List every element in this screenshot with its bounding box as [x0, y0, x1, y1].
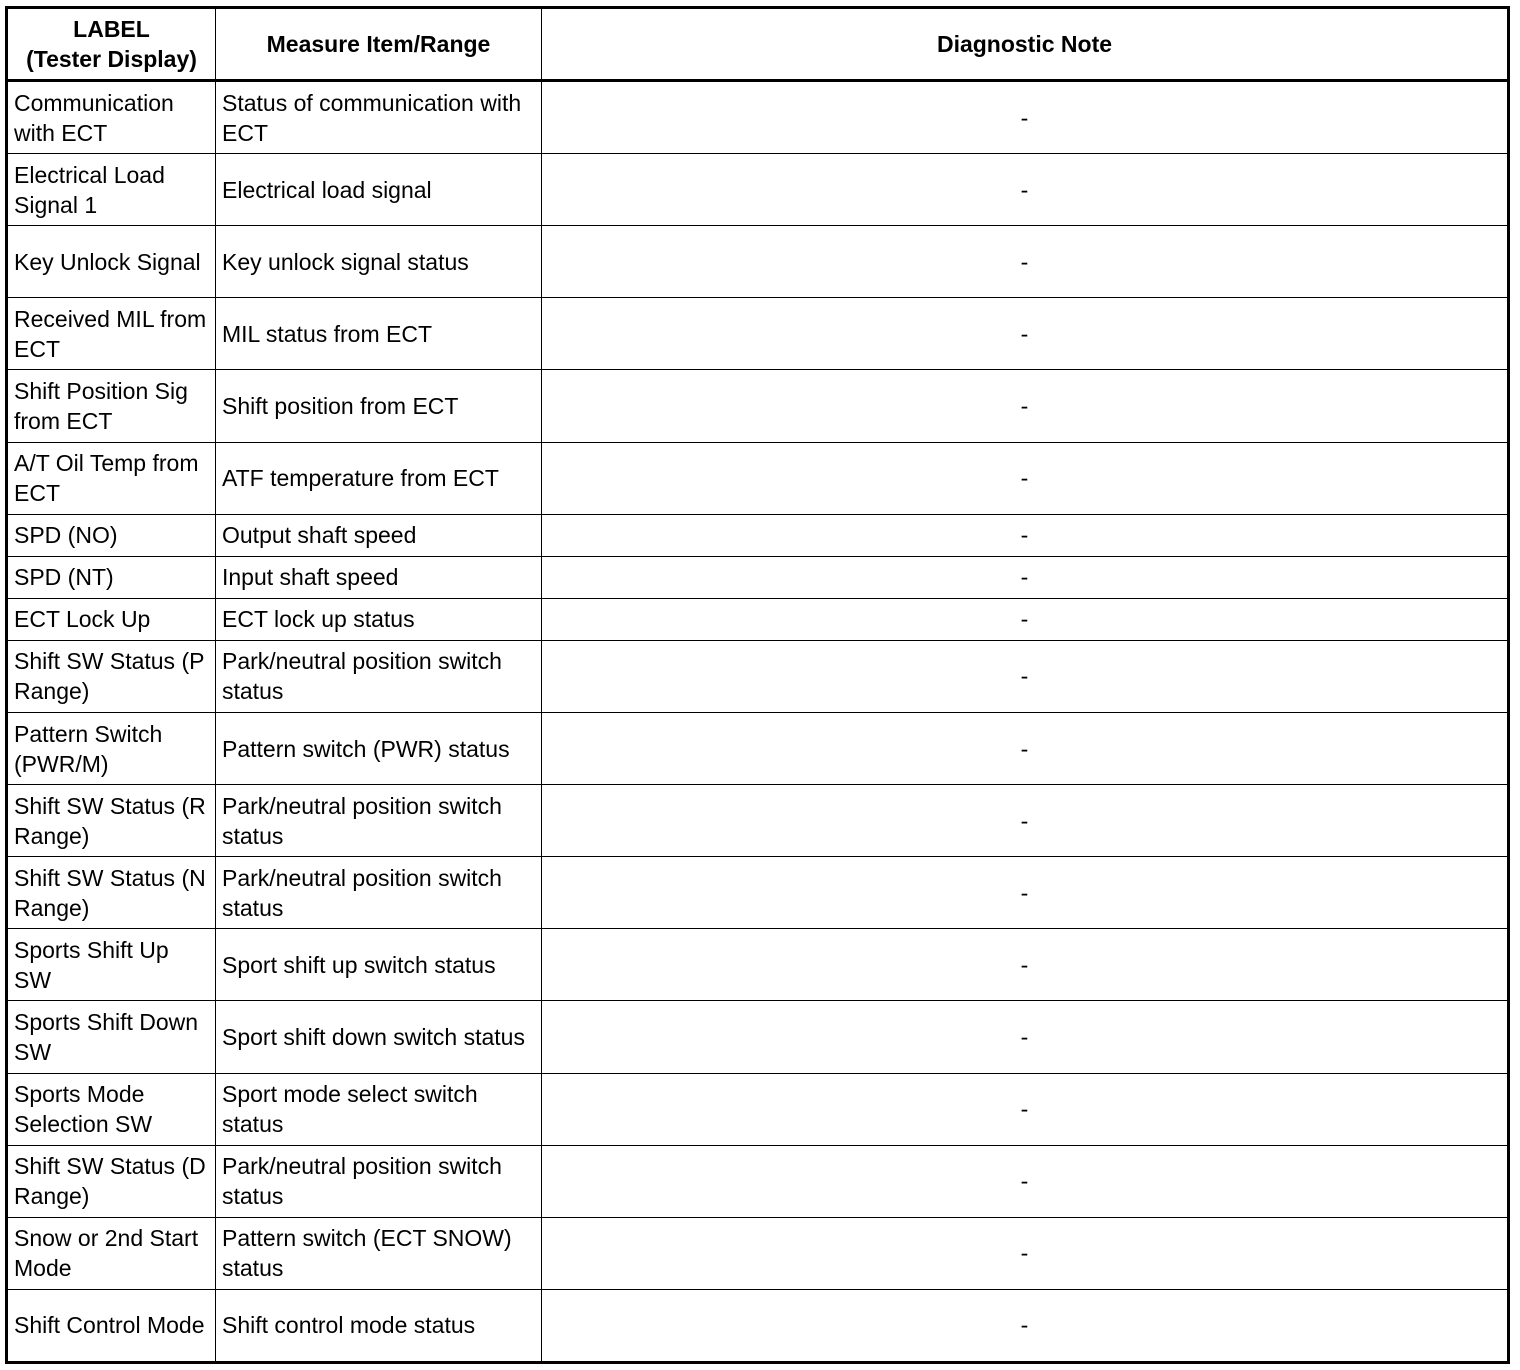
table-row	[7, 785, 1509, 857]
table-row	[7, 857, 1509, 929]
cell-note: -	[542, 442, 1509, 514]
table-row	[7, 226, 1509, 298]
cell-note: -	[542, 1289, 1509, 1362]
cell-measure: Status of communication with ECT	[216, 81, 542, 154]
cell-note: -	[542, 154, 1509, 226]
cell-note: -	[542, 226, 1509, 298]
table-row	[7, 81, 1509, 154]
cell-label: Electrical Load Signal 1	[7, 154, 216, 226]
cell-label: Snow or 2nd Start Mode	[7, 1217, 216, 1289]
cell-measure: Park/neutral position switch status	[216, 785, 542, 857]
cell-label: Key Unlock Signal	[7, 226, 216, 298]
table-row	[7, 929, 1509, 1001]
cell-measure: ATF temperature from ECT	[216, 442, 542, 514]
cell-measure: Key unlock signal status	[216, 226, 542, 298]
cell-measure: ECT lock up status	[216, 598, 542, 640]
cell-measure: Pattern switch (PWR) status	[216, 712, 542, 784]
cell-measure: MIL status from ECT	[216, 298, 542, 370]
header-label-line1: LABEL	[73, 16, 150, 42]
cell-measure: Electrical load signal	[216, 154, 542, 226]
cell-note: -	[542, 81, 1509, 154]
table-row	[7, 712, 1509, 784]
cell-note: -	[542, 1145, 1509, 1217]
cell-note: -	[542, 640, 1509, 712]
cell-label: Pattern Switch (PWR/M)	[7, 712, 216, 784]
cell-note: -	[542, 370, 1509, 442]
cell-note: -	[542, 857, 1509, 929]
table-row	[7, 1217, 1509, 1289]
cell-label: Sports Shift Down SW	[7, 1001, 216, 1073]
table-row	[7, 442, 1509, 514]
cell-note: -	[542, 298, 1509, 370]
cell-label: Shift SW Status (N Range)	[7, 857, 216, 929]
cell-label: Sports Shift Up SW	[7, 929, 216, 1001]
table-row	[7, 1001, 1509, 1073]
cell-label: ECT Lock Up	[7, 598, 216, 640]
data-list-table	[5, 6, 1510, 1364]
cell-measure: Park/neutral position switch status	[216, 640, 542, 712]
table-row	[7, 298, 1509, 370]
table-row	[7, 514, 1509, 556]
cell-note: -	[542, 514, 1509, 556]
cell-measure: Input shaft speed	[216, 556, 542, 598]
column-header-measure: Measure Item/Range	[216, 8, 542, 81]
cell-note: -	[542, 1073, 1509, 1145]
table-row	[7, 640, 1509, 712]
cell-label: SPD (NO)	[7, 514, 216, 556]
cell-measure: Output shaft speed	[216, 514, 542, 556]
cell-label: SPD (NT)	[7, 556, 216, 598]
cell-label: Shift Position Sig from ECT	[7, 370, 216, 442]
table-row	[7, 1073, 1509, 1145]
header-label-line2: (Tester Display)	[26, 46, 197, 72]
cell-measure: Sport shift up switch status	[216, 929, 542, 1001]
cell-label: Communication with ECT	[7, 81, 216, 154]
cell-label: Shift Control Mode	[7, 1289, 216, 1362]
table-header-row	[7, 8, 1509, 81]
cell-note: -	[542, 1217, 1509, 1289]
cell-note: -	[542, 1001, 1509, 1073]
cell-measure: Sport shift down switch status	[216, 1001, 542, 1073]
cell-measure: Sport mode select switch status	[216, 1073, 542, 1145]
cell-note: -	[542, 785, 1509, 857]
table-row	[7, 370, 1509, 442]
cell-label: Shift SW Status (P Range)	[7, 640, 216, 712]
table-row	[7, 556, 1509, 598]
cell-measure: Shift control mode status	[216, 1289, 542, 1362]
column-header-note: Diagnostic Note	[542, 8, 1509, 81]
cell-measure: Shift position from ECT	[216, 370, 542, 442]
table-row	[7, 1289, 1509, 1362]
cell-label: A/T Oil Temp from ECT	[7, 442, 216, 514]
cell-measure: Park/neutral position switch status	[216, 857, 542, 929]
table-row	[7, 1145, 1509, 1217]
cell-label: Received MIL from ECT	[7, 298, 216, 370]
cell-label: Shift SW Status (D Range)	[7, 1145, 216, 1217]
column-header-label	[7, 8, 216, 81]
cell-measure: Pattern switch (ECT SNOW) status	[216, 1217, 542, 1289]
cell-note: -	[542, 598, 1509, 640]
cell-note: -	[542, 712, 1509, 784]
cell-label: Shift SW Status (R Range)	[7, 785, 216, 857]
cell-measure: Park/neutral position switch status	[216, 1145, 542, 1217]
cell-note: -	[542, 929, 1509, 1001]
table-row	[7, 598, 1509, 640]
cell-label: Sports Mode Selection SW	[7, 1073, 216, 1145]
table-row	[7, 154, 1509, 226]
cell-note: -	[542, 556, 1509, 598]
